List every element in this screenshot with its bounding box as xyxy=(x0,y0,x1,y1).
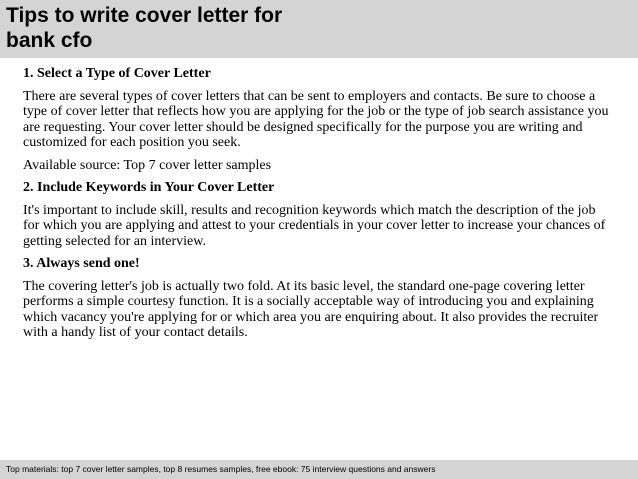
section-3-body: The covering letter's job is actually two fold. At its basic level, the standard one-page covering letter performs a simple courtesy function. It is a socially acceptable way of introducing you and explaining which vacancy you're applying for or which area you are enquiring about. It also provides the recruiter with a handy list of your contact details. xyxy=(23,278,599,340)
footer-bar xyxy=(0,460,638,479)
section-1-body: There are several types of cover letters that can be sent to employers and contacts. Be sure to choose a type of cover letter that reflects how you are applying for the job or the type of job search assistance you are requesting. Your cover letter should be designed specifically for the purpose you are writing and customized for each position you seek. xyxy=(23,88,609,150)
title-bar xyxy=(0,0,638,58)
footer-text: Top materials: top 7 cover letter samples, top 8 resumes samples, free ebook: 75 interview questions and answers xyxy=(6,464,436,474)
page-title xyxy=(6,3,282,53)
section-2-body: It's important to include skill, results and recognition keywords which match the description of the job for which you are applying and attest to your credentials in your cover letter to increase your chances of getting selected for an interview. xyxy=(23,202,606,249)
section-1-heading: 1. Select a Type of Cover Letter xyxy=(23,66,211,81)
section-1-source: Available source: Top 7 cover letter samples xyxy=(23,157,272,173)
title-line-1: Tips to write cover letter for xyxy=(6,4,283,27)
section-3-heading: 3. Always send one! xyxy=(23,256,140,271)
section-2-heading: 2. Include Keywords in Your Cover Letter xyxy=(23,180,275,195)
slide-content xyxy=(23,66,613,348)
title-line-2: bank cfo xyxy=(6,29,93,52)
